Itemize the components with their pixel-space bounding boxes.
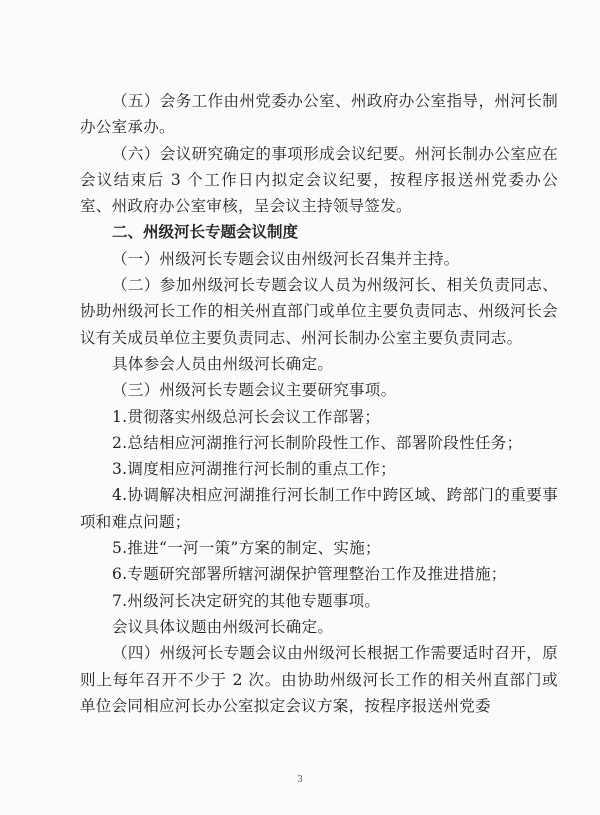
document-body: [80, 88, 558, 719]
list-item-5: 5.推进“一河一策”方案的制定、实施；: [112, 539, 381, 558]
list-item-4: 4.协调解决相应河湖推行河长制工作中跨区域、跨部门的重要事项和难点问题；: [80, 486, 558, 531]
list-item-1: 1.贯彻落实州级总河长会议工作部署；: [112, 407, 381, 426]
section-heading: 二、州级河长专题会议制度: [112, 223, 299, 242]
list-item-2: 2.总结相应河湖推行河长制阶段性工作、部署阶段性任务；: [112, 433, 523, 452]
list-item-7: 7.州级河长决定研究的其他专题事项。: [112, 591, 381, 610]
list-item-6: 6.专题研究部署所辖河湖保护管理整治工作及推进措施；: [112, 565, 507, 584]
paragraph-attendees: 具体参会人员由州级河长确定。: [112, 354, 334, 373]
paragraph-research-items: （三）州级河长专题会议主要研究事项。: [112, 381, 397, 400]
paragraph-meeting-minutes: （六）会议研究确定的事项形成会议纪要。州河长制办公室应在会议结束后 3 个工作日内拟定会议纪要，按程序报送州党委办公室、州政府办公室审核，呈会议主持领导签发。: [80, 144, 558, 216]
paragraph-agenda: 会议具体议题由州级河长确定。: [112, 617, 334, 636]
paragraph-participants: （二）参加州级河长专题会议人员为州级河长、相关负责同志、协助州级河长工作的相关州直部门或单位主要负责同志、州级河长会议有关成员单位主要负责同志、州河长制办公室主要负责同志。: [80, 276, 558, 347]
page-number: 3: [297, 775, 303, 785]
paragraph-frequency: （四）州级河长专题会议由州级河长根据工作需要适时召开，原则上每年召开不少于 2 次。由协助州级河长工作的相关州直部门或单位会同相应河长办公室拟定会议方案，按程序报送州党委: [80, 644, 558, 715]
paragraph-meeting-affairs: （五）会务工作由州党委办公室、州政府办公室指导，州河长制办公室承办。: [80, 92, 558, 137]
paragraph-convener: （一）州级河长专题会议由州级河长召集并主持。: [112, 249, 460, 268]
list-item-3: 3.调度相应河湖推行河长制的重点工作；: [112, 460, 396, 479]
